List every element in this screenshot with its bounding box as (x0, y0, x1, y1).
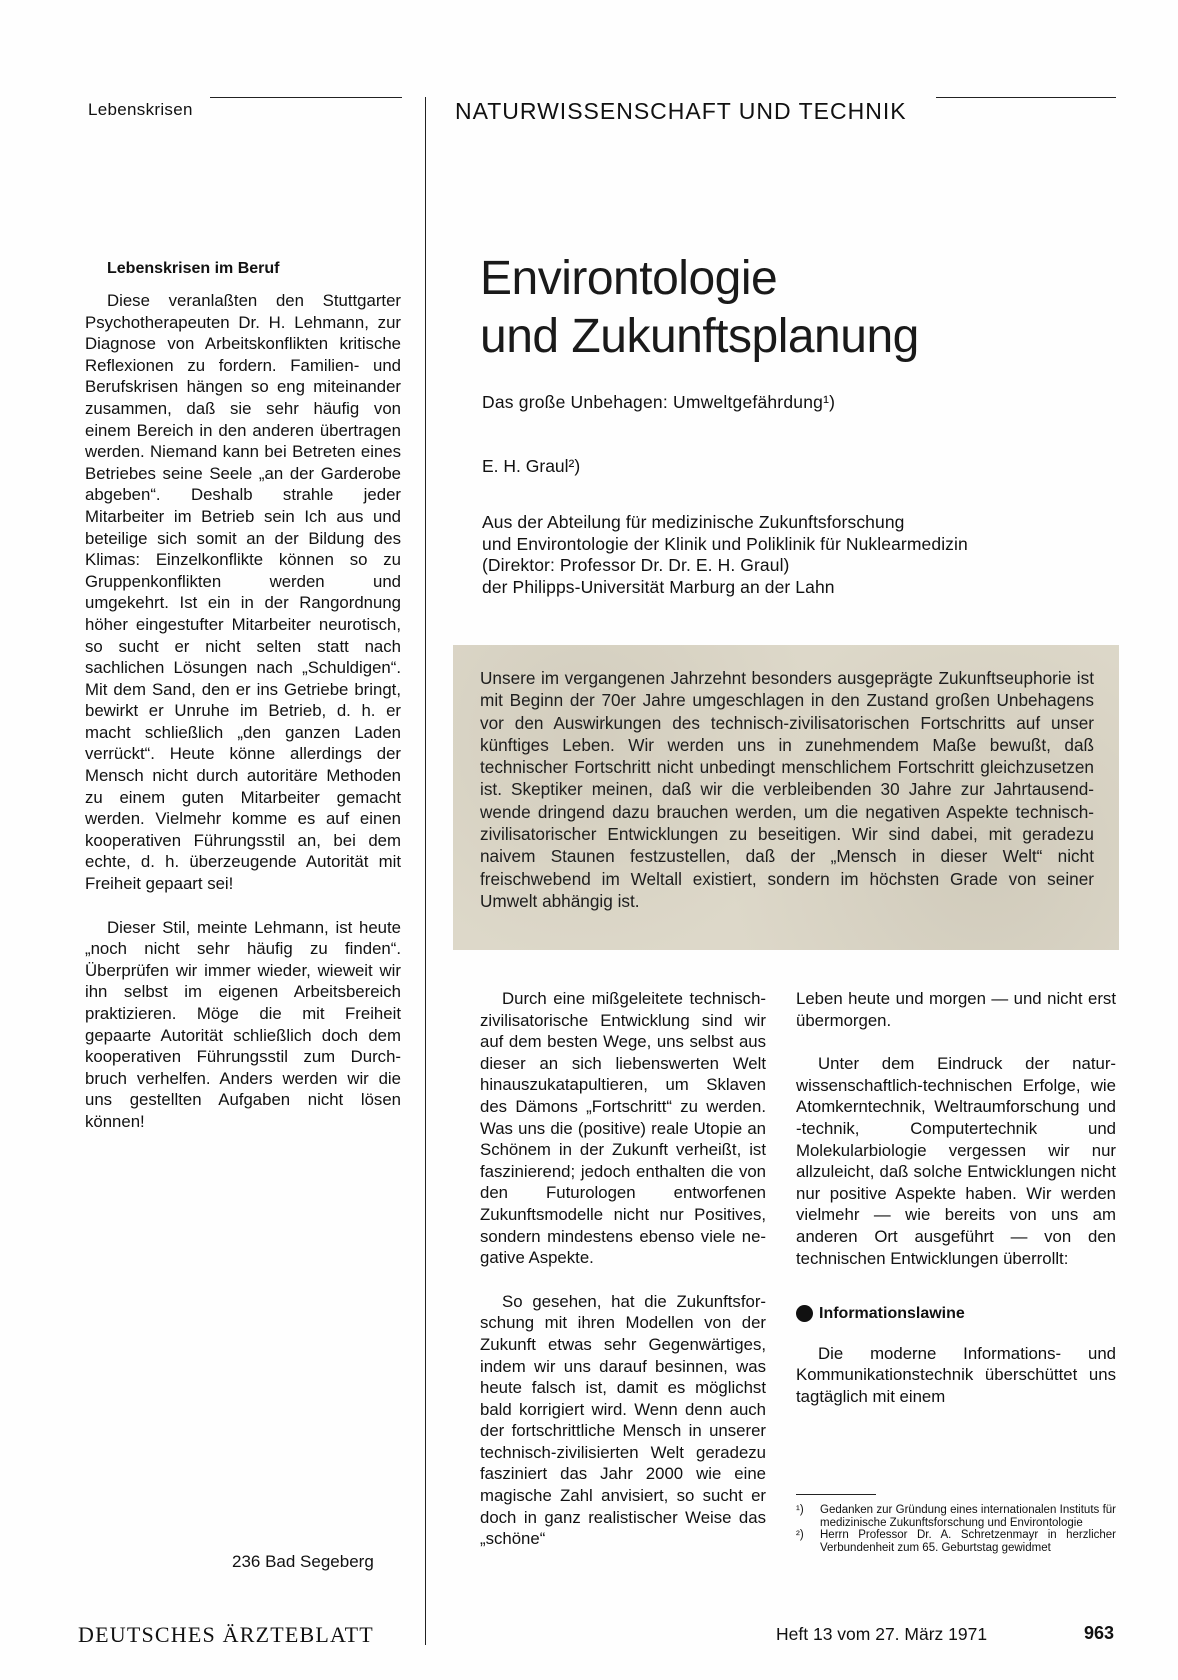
header-rule-left (210, 97, 402, 98)
middle-paragraph-2: So gesehen, hat die Zukunftsforschung mit ihren Modellen von der Zukunft etwas sehr Gegenwärtiges, indem wir uns darauf besinnen, was heute falsch ist, damit es möglichst bald korrigiert wird. Wenn denn auch der fortschrittliche Mensch in unserer technisch-zivilisierten Welt geradezu fasziniert das Jahr 2000 wie eine magische Zahl anvisiert, so sucht er doch in ganz realistischer Weise das „schöne“ (480, 1291, 766, 1549)
footnote (796, 1504, 1116, 1529)
article-subtitle: Das große Unbehagen: Umweltgefährdung¹) (482, 392, 836, 412)
issue-line: Heft 13 vom 27. März 1971 (776, 1624, 988, 1644)
article-title (480, 250, 919, 366)
abstract-text: Unsere im vergangenen Jahrzehnt besonders ausgeprägte Zukunftseuphorie ist mit Beginn der 70er Jahre umgeschlagen in den Zustand großen Unbehagens vor den Auswirkungen des technisch-zivilisatorischen Fortschritts auf unser künftiges Leben. Wir werden uns in zunehmendem Maße bewußt, daß technischer Fortschritt nicht unbedingt menschlichem Fortschritt gleichzusetzen ist. Skeptiker meinen, daß wir die verbleibenden 30 Jahre zur Jahrtausendwende dringend dazu brauchen werden, um die negativen Aspekte technisch-zivilisatorischer Entwicklungen zu beseitigen. Wir sind dabei, mit geradezu naivem Staunen festzustellen, daß der „Mensch in dieser Welt“ nicht freischwebend im Weltall existiert, sondern im höchsten Grade von seiner Umwelt abhängig ist. (480, 668, 1094, 911)
left-column-heading: Lebenskrisen im Beruf (107, 260, 280, 277)
page-number: 963 (1084, 1623, 1115, 1643)
left-paragraph-1: Diese veranlaßten den Stuttgarter Psychotherapeuten Dr. H. Lehmann, zur Diagnose von Arbeitskonflikten kritische Reflexionen zu fordern. Familien- und Berufskrisen hängen so eng miteinander zusammen, daß sie sehr häufig von einem Bereich in den anderen übertragen werden. Niemand kann bei Betreten eines Betriebes seine Seele „an der Garderobe abgeben“. Deshalb strahle jeder Mitarbeiter im Betrieb sein Ich aus und beteilige sich somit an der Bildung des Klimas: Einzelkonflikte können so zu Gruppenkonflikten werden und umgekehrt. Ist ein in der Rangordnung höher eingestufter Mitarbeiter neurotisch, so sucht er nicht selten statt nach sachlichen Lösungen nach „Schuldigen“. Mit dem Sand, den er ins Getriebe bringt, bewirkt er Unruhe im Betrieb, d. h. er macht schließlich „den ganzen Laden verrückt“. Heute könne allerdings der Mensch nicht durch autoritäre Methoden zu einem guten Mitarbeiter gemacht werden. Vielmehr komme es auf einen kooperativen Führungsstil an, bei dem echte, d. h. überzeugende Autorität mit Freiheit gepaart sei! (85, 291, 401, 894)
affiliation-line: Aus der Abteilung für medizinische Zukunftsforschung (482, 512, 905, 532)
footnote (796, 1529, 1116, 1554)
middle-paragraph-1: Durch eine mißgeleitete technisch-zivilisatorische Entwicklung sind wir auf dem besten Wege, uns selbst aus dieser an sich liebenswerten Welt hinauszukatapultieren, um Sklaven des Dämons „Fortschritt“ zu werden. Was uns die (positive) reale Utopie an Schönem in der Zukunft verheißt, ist faszinierend; jedoch enthalten die von den Futurologen entworfenen Zukunftsmodelle nicht nur Positives, sondern mindestens ebenso viele negative Aspekte. (480, 989, 766, 1268)
bullet-icon (796, 1305, 813, 1322)
running-title: Lebenskrisen (88, 100, 193, 119)
footnote-mark: ¹) (796, 1504, 804, 1516)
affiliation-line: der Philipps-Universität Marburg an der Lahn (482, 576, 835, 597)
city-line: 236 Bad Segeberg (232, 1552, 374, 1571)
right-paragraph-2: Unter dem Eindruck der naturwissenschaftlich-technischen Erfolge, wie Atomkerntechnik, Weltraumforschung und -technik, Computertechnik und Molekularbiologie vergessen wir nur allzuleicht, daß solche Entwicklungen nicht nur positive Aspekte haben. Wir werden vielmehr — wie bereits von uns am anderen Ort ausgeführt — von den technischen Entwicklungen überrollt: (796, 1054, 1116, 1268)
affiliation-line: (Direktor: Professor Dr. Dr. E. H. Graul) (482, 555, 790, 576)
section-heading: NATURWISSENSCHAFT UND TECHNIK (455, 98, 907, 124)
footnote-mark: ²) (796, 1529, 804, 1541)
footnotes (796, 1504, 1116, 1554)
column-divider (425, 97, 426, 1645)
right-paragraph-3: Die moderne Informations- und Kommunikationstechnik überschüttet uns tagtäglich mit einem (796, 1343, 1116, 1406)
bullet-heading-text: Informationslawine (819, 1305, 965, 1323)
abstract-box (453, 645, 1119, 950)
left-paragraph-2: Dieser Stil, meinte Lehmann, ist heute „noch nicht sehr häufig zu finden“. Überprüfen wir immer wieder, wieweit wir ihn selbst im eigenen Arbeitsbereich praktizieren. Möge die mit Freiheit gepaarte Autorität schließlich doch dem kooperativen Führungsstil zum Durchbruch verhelfen. Anders werden wir die uns gestellten Aufgaben nicht lösen können! (85, 917, 401, 1131)
left-column (85, 258, 401, 1133)
middle-column (480, 988, 766, 1550)
journal-name: DEUTSCHES ÄRZTEBLATT (78, 1622, 374, 1647)
article-title-line-1: Environtologie (480, 252, 778, 305)
article-affiliation (482, 512, 968, 598)
article-author: E. H. Graul²) (482, 456, 581, 476)
right-paragraph-1: Leben heute und morgen — und nicht erst übermorgen. (796, 989, 1116, 1030)
bullet-heading (796, 1303, 1116, 1325)
footnote-rule (796, 1494, 876, 1495)
footnote-text: Herrn Professor Dr. A. Schretzenmayr in herzlicher Verbundenheit zum 65. Geburtstag gewidmet (820, 1529, 1116, 1554)
right-column (796, 988, 1116, 1408)
header-rule-right (936, 97, 1116, 98)
affiliation-line: und Environtologie der Klinik und Poliklinik für Nuklearmedizin (482, 533, 968, 554)
article-title-line-2: und Zukunftsplanung (480, 310, 919, 363)
footnote-text: Gedanken zur Gründung eines internationalen Instituts für medizinische Zukunftsforschung und Environtologie (820, 1504, 1116, 1529)
